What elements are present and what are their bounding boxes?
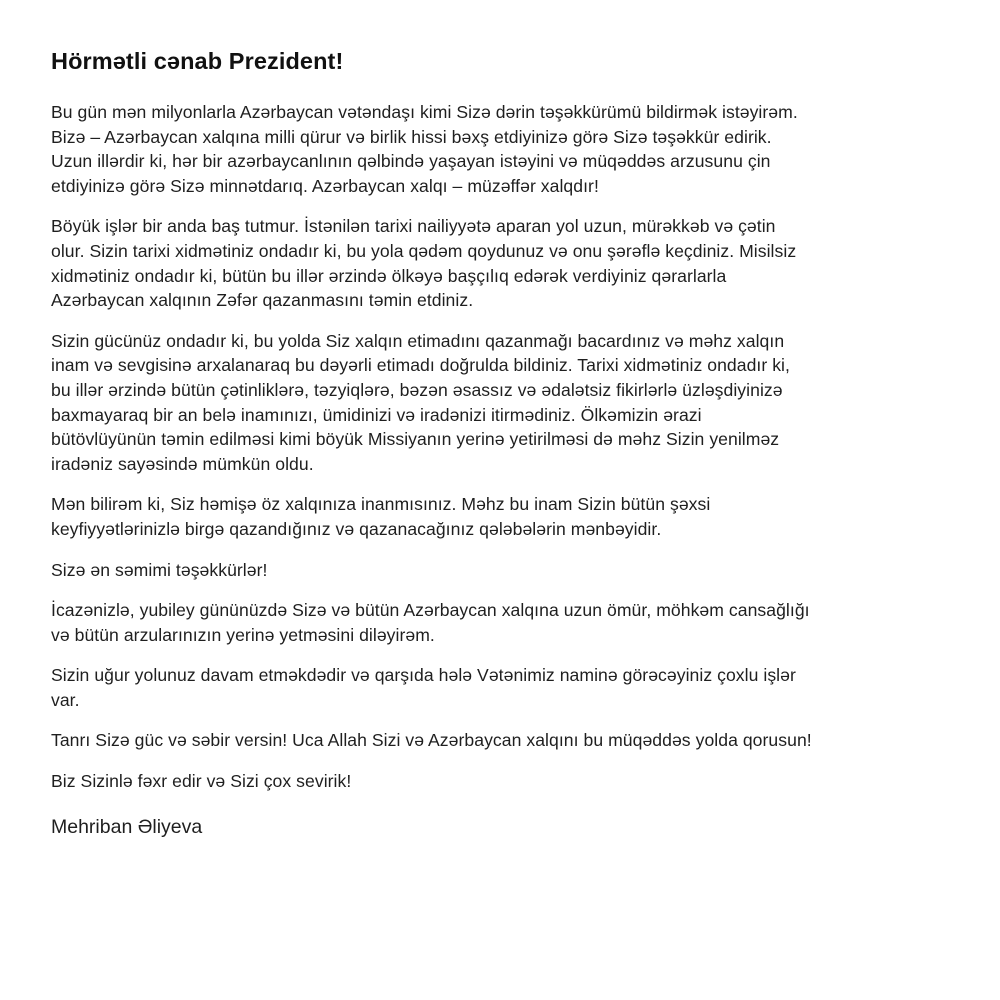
paragraph-line: Biz Sizinlə fəxr edir və Sizi çox sevirik! — [51, 771, 352, 792]
paragraph-line: iradəniz sayəsində mümkün oldu. — [51, 453, 314, 474]
paragraph-line: Sizin uğur yolunuz davam etməkdədir və qarşıda hələ Vətənimiz naminə görəcəyiniz çoxlu işlər — [51, 665, 796, 686]
paragraph-line: Bu gün mən milyonlarla Azərbaycan vətəndaşı kimi Sizə dərin təşəkkürümü bildirmək istəyirəm. — [51, 102, 798, 122]
paragraph — [51, 663, 981, 712]
paragraph-line: bu illər ərzində bütün çətinliklərə, təzyiqlərə, bəzən əsassız və ədalətsiz fikirlərlə üzləşdiyinizə — [51, 379, 783, 400]
paragraph — [51, 214, 981, 312]
paragraph-line: inam və sevgisinə arxalanaraq bu dəyərli etimadı doğrulda bildiniz. Tarixi xidmətiniz ondadır ki, — [51, 355, 790, 376]
letter-body — [51, 100, 981, 794]
paragraph-line: və bütün arzularınızın yerinə yetməsini diləyirəm. — [51, 624, 435, 645]
paragraph-line: Sizin gücünüz ondadır ki, bu yolda Siz xalqın etimadını qazanmağı bacardınız və məhz xalqın — [51, 330, 785, 351]
paragraph — [51, 558, 981, 583]
signature: Mehriban Əliyeva — [51, 815, 203, 838]
paragraph — [51, 492, 981, 541]
paragraph — [51, 598, 981, 647]
letter-title: Hörmətli cənab Prezident! — [51, 48, 344, 74]
letter — [51, 46, 981, 840]
paragraph-line: keyfiyyətlərinizlə birgə qazandığınız və qazanacağınız qələbələrin mənbəyidir. — [51, 518, 662, 539]
paragraph-line: Böyük işlər bir anda baş tutmur. İstənilən tarixi nailiyyətə aparan yol uzun, mürəkkəb və çətin — [51, 216, 776, 237]
paragraph-line: baxmayaraq bir an belə inamınızı, ümidinizi və iradənizi itirmədiniz. Ölkəmizin ərazi — [51, 404, 702, 425]
paragraph — [51, 100, 981, 198]
paragraph-line: Sizə ən səmimi təşəkkürlər! — [51, 559, 268, 580]
paragraph — [51, 329, 981, 477]
paragraph-line: var. — [51, 689, 80, 710]
paragraph-line: Bizə – Azərbaycan xalqına milli qürur və birlik hissi bəxş etdiyinizə görə Sizə təşəkkür edirik. — [51, 126, 772, 147]
paragraph-line: İcazənizlə, yubiley gününüzdə Sizə və bütün Azərbaycan xalqına uzun ömür, möhkəm cansağlığı — [51, 600, 810, 621]
paragraph-line: olur. Sizin tarixi xidmətiniz ondadır ki, bu yola qədəm qoydunuz və onu şərəflə keçdiniz. Misilsiz — [51, 240, 797, 261]
paragraph-line: Azərbaycan xalqının Zəfər qazanmasını təmin etdiniz. — [51, 290, 474, 311]
paragraph — [51, 728, 981, 753]
paragraph-line: Tanrı Sizə güc və səbir versin! Uca Allah Sizi və Azərbaycan xalqını bu müqəddəs yolda qorusun! — [51, 730, 812, 751]
paragraph-line: Mən bilirəm ki, Siz həmişə öz xalqınıza inanmısınız. Məhz bu inam Sizin bütün şəxsi — [51, 494, 711, 515]
paragraph-line: Uzun illərdir ki, hər bir azərbaycanlının qəlbində yaşayan istəyini və müqəddəs arzusunu çin — [51, 151, 771, 172]
paragraph — [51, 769, 981, 794]
paragraph-line: etdiyinizə görə Sizə minnətdarıq. Azərbaycan xalqı – müzəffər xalqdır! — [51, 175, 599, 196]
paragraph-line: xidmətiniz ondadır ki, bütün bu illər ərzində ölkəyə başçılıq edərək verdiyiniz qərarlarla — [51, 265, 727, 286]
paragraph-line: bütövlüyünün təmin edilməsi kimi böyük Missiyanın yerinə yetirilməsi də məhz Sizin yenilməz — [51, 429, 780, 450]
